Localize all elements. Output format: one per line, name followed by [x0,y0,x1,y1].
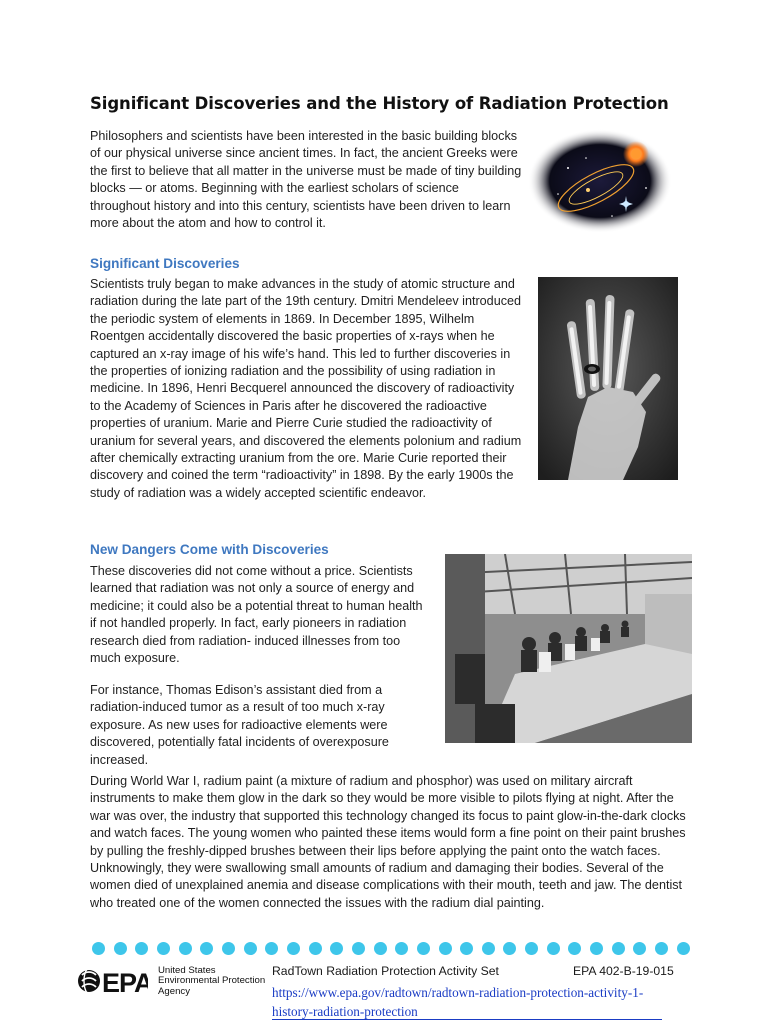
url-underline [272,1019,662,1020]
epa-logo-text: EPA [102,968,148,997]
new-dangers-paragraph-2: For instance, Thomas Edison’s assistant died from a radiation-induced tumor as a result of too much x-ray exposure. As new uses for radioactive elements were discovered, potentially fatal incidents of overexposure increased. [90,683,389,767]
source-url-link[interactable]: https://www.epa.gov/radtown/radtown-radiation-protection-activity-1-history-radiation-protection [272,985,644,1019]
page-title: Significant Discoveries and the History of Radiation Protection [90,94,669,113]
radium-paint-paragraph: During World War I, radium paint (a mixture of radium and phosphor) was used on military aircraft instruments to make them glow in the dark so they would be more visible to pilots flying at night. After the war was over, the industry that supported this technology changed its focus to paint glow-in-the-dark clocks and watch faces. The young women who painted these items would form a fine point on their paint brushes by pulling the freshly-dipped brushes between their lips before applying the paint onto the watch faces. Unknowingly, they were swallowing small amounts of radium and damaging their bodies. Several of the women died of unexplained anemia and disease complications with their mouth, teeth and jaw. The dentist who treated one of the women connected the issues with the radium dial painting. [90,774,686,910]
intro-paragraph: Philosophers and scientists have been interested in the basic building blocks of our physical universe since ancient times. In fact, the ancient Greeks were the first to believe that all matter in the universe must be made of tiny building blocks — or atoms. Beginning with the earliest scholars of science throughout history and into this century, scientists have been driven to learn more about the atom and how to control it. [90,129,522,231]
xray-hand-image [538,277,678,480]
atom-illustration-icon [528,128,672,234]
factory-workers-photo [445,554,692,743]
document-number: EPA 402-B-19-015 [573,964,674,978]
epa-logo-icon [76,965,148,997]
new-dangers-paragraph-1: These discoveries did not come without a price. Scientists learned that radiation was not only a source of energy and medicine; it could also be a potential threat to human health if not handled properly. In fact, early pioneers in radiation research died from radiation- induced illnesses from too much exposure. [90,564,423,666]
significant-discoveries-paragraph: Scientists truly began to make advances in the study of atomic structure and radiation during the late part of the 19th century. Dmitri Mendeleev introduced the periodic system of elements in 1869. In December 1895, Wilhelm Roentgen accidentally discovered the basic properties of x-rays when he captured an x-ray image of his wife’s hand. This led to further discoveries in the properties of ionizing radiation and the possibility of using radiation in medicine. In 1896, Henri Becquerel announced the discovery of radioactivity to the Academy of Sciences in Paris after he discovered the radioactive properties of uranium. Marie and Pierre Curie studied the radioactivity of uranium for several years, and discovered the elements polonium and radium after chemically extracting uranium from the ore. Marie Curie reported their discovery and coined the term “radioactivity” in 1898. By the early 1900s the study of radiation was a widely accepted scientific endeavor. [90,277,522,500]
section-heading-new-dangers: New Dangers Come with Discoveries [90,542,329,557]
dotted-divider [92,940,690,956]
section-heading-significant-discoveries: Significant Discoveries [90,256,240,271]
agency-name: United States Environmental Protection Agency [158,965,266,997]
activity-set-label: RadTown Radiation Protection Activity Set [272,964,499,978]
